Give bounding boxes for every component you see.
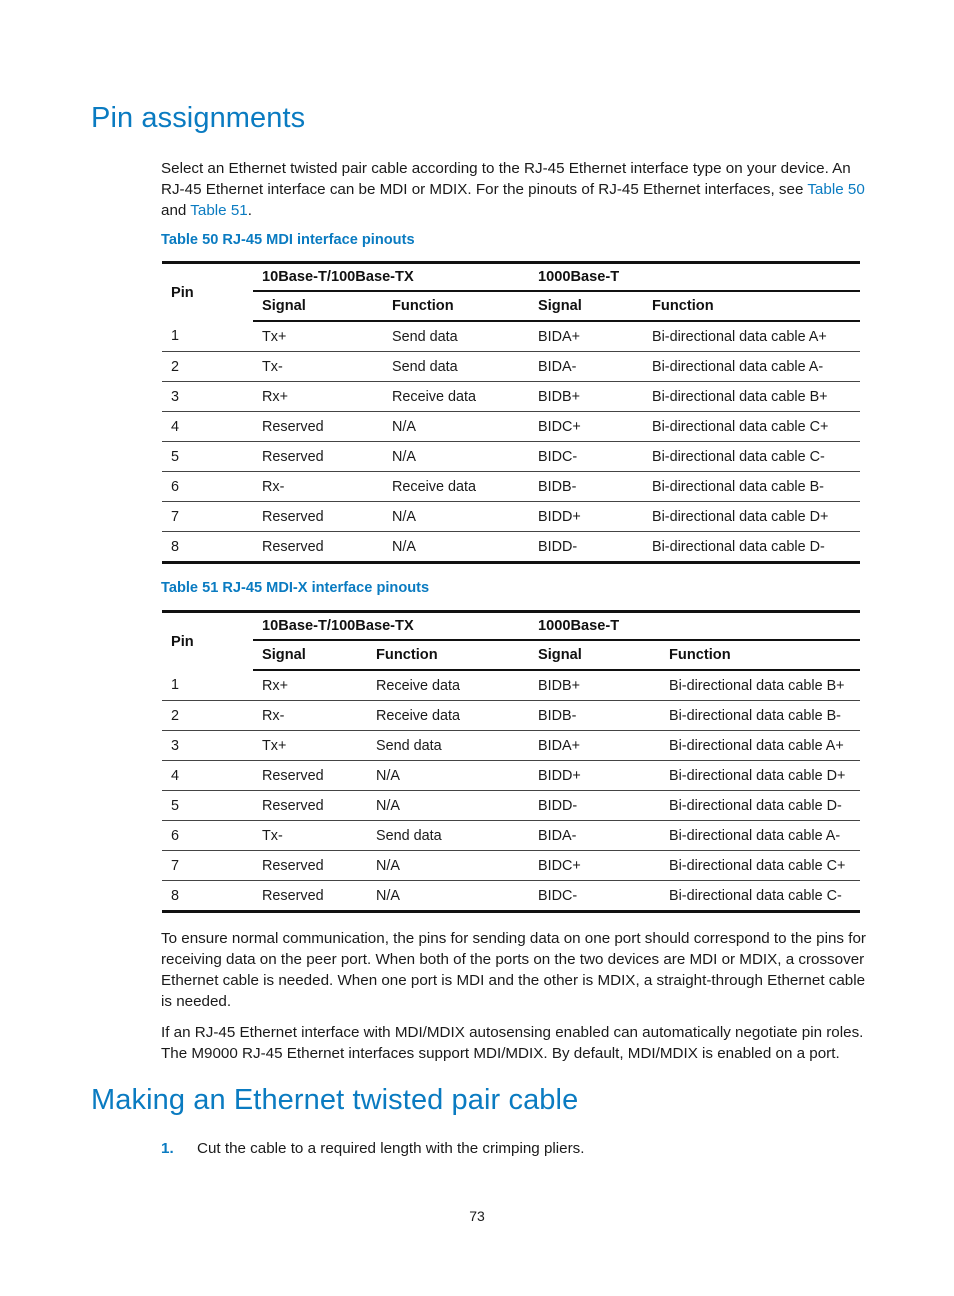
pin-cell: 2 [162, 701, 253, 731]
signal-cell: BIDC+ [529, 412, 643, 442]
page-number: 73 [469, 1208, 485, 1224]
signal-cell: BIDD- [529, 791, 660, 821]
table-row [162, 731, 860, 761]
pin-cell: 3 [162, 382, 253, 412]
pin-cell: 4 [162, 761, 253, 791]
function-cell: N/A [367, 791, 529, 821]
link-table-50[interactable]: Table 50 [807, 181, 865, 198]
function-cell: N/A [383, 502, 529, 532]
table-row [162, 701, 860, 731]
pin-cell: 4 [162, 412, 253, 442]
table-row [162, 761, 860, 791]
section-heading-making-cable: Making an Ethernet twisted pair cable [91, 1084, 579, 1116]
signal-cell: BIDA+ [529, 731, 660, 761]
function-cell: N/A [367, 761, 529, 791]
function-cell: Bi-directional data cable C- [660, 881, 860, 912]
signal-cell: BIDB+ [529, 670, 660, 701]
signal-cell: BIDA- [529, 352, 643, 382]
group-header-1000: 1000Base-T [529, 263, 860, 292]
signal-cell: Rx+ [253, 670, 367, 701]
function-cell: N/A [367, 881, 529, 912]
pin-header: Pin [162, 263, 253, 322]
signal-cell: Rx- [253, 701, 367, 731]
signal-cell: Reserved [253, 761, 367, 791]
table-51-mdix-pinouts [162, 610, 860, 913]
function-cell: Bi-directional data cable A+ [643, 321, 860, 352]
intro-text: and [161, 202, 191, 219]
function-cell: Bi-directional data cable B- [660, 701, 860, 731]
signal-cell: BIDA- [529, 821, 660, 851]
function-header: Function [643, 291, 860, 321]
function-cell: Receive data [367, 701, 529, 731]
function-cell: Receive data [383, 382, 529, 412]
function-cell: Bi-directional data cable C- [643, 442, 860, 472]
signal-header: Signal [253, 640, 367, 670]
function-cell: N/A [367, 851, 529, 881]
function-cell: Bi-directional data cable A- [660, 821, 860, 851]
table-row [162, 472, 860, 502]
table-row [162, 442, 860, 472]
pin-cell: 1 [162, 321, 253, 352]
intro-text: . [247, 202, 252, 219]
table-51-caption: Table 51 RJ-45 MDI-X interface pinouts [161, 580, 430, 596]
step-text: Cut the cable to a required length with the crimping pliers. [197, 1140, 585, 1157]
pin-cell: 5 [162, 791, 253, 821]
signal-cell: Tx+ [253, 731, 367, 761]
function-cell: N/A [383, 412, 529, 442]
pin-cell: 6 [162, 472, 253, 502]
function-cell: Bi-directional data cable D- [660, 791, 860, 821]
signal-cell: Reserved [253, 412, 383, 442]
step-item [161, 1140, 585, 1157]
table-row [162, 791, 860, 821]
function-header: Function [383, 291, 529, 321]
function-cell: Bi-directional data cable B+ [660, 670, 860, 701]
pin-header: Pin [162, 612, 253, 671]
function-header: Function [367, 640, 529, 670]
function-cell: Send data [367, 731, 529, 761]
pin-cell: 6 [162, 821, 253, 851]
signal-header: Signal [529, 291, 643, 321]
function-cell: Bi-directional data cable A- [643, 352, 860, 382]
signal-cell: Tx+ [253, 321, 383, 352]
function-cell: Send data [367, 821, 529, 851]
pin-cell: 5 [162, 442, 253, 472]
signal-cell: BIDD+ [529, 761, 660, 791]
signal-cell: Reserved [253, 442, 383, 472]
function-cell: Send data [383, 352, 529, 382]
signal-cell: BIDC- [529, 442, 643, 472]
intro-text: Select an Ethernet twisted pair cable according to the RJ-45 Ethernet interface type on your device. An RJ-45 Ethernet interface can be MDI or MDIX. For the pinouts of RJ-45 Ethernet interfaces, see [161, 160, 851, 198]
signal-cell: BIDB- [529, 472, 643, 502]
group-header-1000: 1000Base-T [529, 612, 860, 641]
group-header-10-100: 10Base-T/100Base-TX [253, 263, 529, 292]
signal-cell: Reserved [253, 851, 367, 881]
table-row [162, 382, 860, 412]
signal-cell: Rx- [253, 472, 383, 502]
pin-cell: 8 [162, 532, 253, 563]
function-cell: Bi-directional data cable A+ [660, 731, 860, 761]
table-row [162, 881, 860, 912]
pin-cell: 3 [162, 731, 253, 761]
function-cell: Receive data [383, 472, 529, 502]
function-cell: Bi-directional data cable D+ [643, 502, 860, 532]
signal-header: Signal [253, 291, 383, 321]
signal-cell: Rx+ [253, 382, 383, 412]
table-row [162, 851, 860, 881]
function-cell: Bi-directional data cable B+ [643, 382, 860, 412]
function-cell: Receive data [367, 670, 529, 701]
function-cell: Send data [383, 321, 529, 352]
pin-cell: 7 [162, 851, 253, 881]
pin-cell: 8 [162, 881, 253, 912]
pin-cell: 1 [162, 670, 253, 701]
crossover-paragraph: To ensure normal communication, the pins for sending data on one port should correspond to the pins for receiving data on the peer port. When both of the ports on the two devices are MDI or MDIX, a crossover Ethernet cable is needed. When one port is MDI and the other is MDIX, a straight-through Ethernet cable is needed. [161, 930, 866, 1010]
signal-cell: BIDA+ [529, 321, 643, 352]
table-row [162, 532, 860, 563]
signal-cell: BIDD+ [529, 502, 643, 532]
signal-cell: Tx- [253, 352, 383, 382]
function-cell: N/A [383, 442, 529, 472]
signal-cell: BIDC- [529, 881, 660, 912]
section-heading-pin-assignments: Pin assignments [91, 102, 306, 134]
link-table-51[interactable]: Table 51 [190, 202, 248, 219]
function-cell: N/A [383, 532, 529, 563]
signal-cell: Reserved [253, 502, 383, 532]
table-50-mdi-pinouts [162, 261, 860, 564]
signal-cell: Reserved [253, 532, 383, 563]
table-50-caption: Table 50 RJ-45 MDI interface pinouts [161, 232, 415, 248]
intro-paragraph [161, 158, 873, 221]
table-row [162, 670, 860, 701]
signal-cell: Reserved [253, 791, 367, 821]
pin-cell: 2 [162, 352, 253, 382]
function-cell: Bi-directional data cable C+ [643, 412, 860, 442]
autosensing-paragraph: If an RJ-45 Ethernet interface with MDI/MDIX autosensing enabled can automatically negotiate pin roles. The M9000 RJ-45 Ethernet interfaces support MDI/MDIX. By default, MDI/MDIX is enabled on a port. [161, 1024, 864, 1062]
table-row [162, 321, 860, 352]
signal-cell: BIDD- [529, 532, 643, 563]
step-number: 1. [161, 1140, 174, 1157]
function-cell: Bi-directional data cable B- [643, 472, 860, 502]
function-header: Function [660, 640, 860, 670]
group-header-10-100: 10Base-T/100Base-TX [253, 612, 529, 641]
table-row [162, 502, 860, 532]
pin-cell: 7 [162, 502, 253, 532]
signal-cell: Reserved [253, 881, 367, 912]
signal-cell: BIDB- [529, 701, 660, 731]
table-row [162, 412, 860, 442]
function-cell: Bi-directional data cable C+ [660, 851, 860, 881]
function-cell: Bi-directional data cable D- [643, 532, 860, 563]
table-row [162, 352, 860, 382]
function-cell: Bi-directional data cable D+ [660, 761, 860, 791]
signal-cell: BIDB+ [529, 382, 643, 412]
signal-cell: Tx- [253, 821, 367, 851]
table-row [162, 821, 860, 851]
signal-header: Signal [529, 640, 660, 670]
signal-cell: BIDC+ [529, 851, 660, 881]
